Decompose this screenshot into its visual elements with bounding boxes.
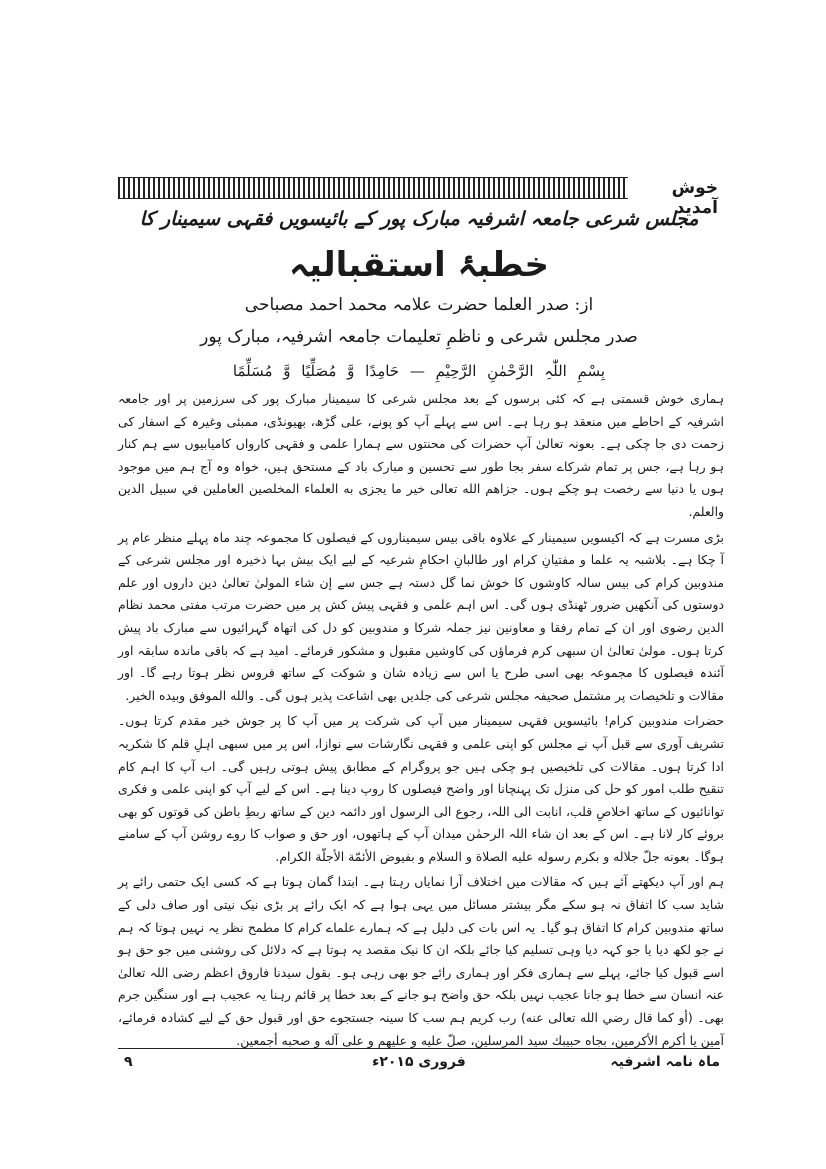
basmala: بِسْمِ اللّٰہِ الرَّحْمٰنِ الرَّحِیْمِ — حَامِدًا وَّ مُصَلِّیًا وَّ مُسَلِّمًا xyxy=(232,362,606,380)
article-title: خطبۂ استقبالیہ xyxy=(289,245,549,285)
issue-date: فروری ۲۰۱۵ء xyxy=(372,1054,466,1070)
hatched-rule xyxy=(118,177,628,199)
footer-divider xyxy=(118,1048,720,1049)
article-subtitle: مجلس شرعی جامعہ اشرفیہ مبارک پور کے بائیسویں فقہی سیمینار کا xyxy=(139,208,699,230)
section-header-bar xyxy=(118,178,720,218)
section-tag: خوش آمدید xyxy=(671,178,718,218)
body-paragraph: حضرات مندوبین کرام! بائیسویں فقہی سیمینار میں آپ کی شرکت پر میں آپ کا پر جوش خیر مقدم کرتا ہوں۔ تشریف آوری سے قبل آپ نے مجلس کو اپنی علمی و فقہی نگارشات سے نوازا، اس پر میں سبھی اہلِ قلم کا شکریہ ادا کرتا ہوں۔ مقالات کی تلخیصیں ہو چکی ہیں جو پروگرام کے مطابق پیش ہوتی رہیں گی۔ اب آپ کا اہم کام تنقیح طلب امور کو حل کی منزل تک پہنچانا اور واضح فیصلوں کا روپ دینا ہے۔ اس کے لیے آپ کو اپنی علمی و فکری توانائیوں کے ساتھ اخلاصِ قلب، انابت الی اللہ، رجوع الی الرسول اور دائمہ دین کے ساتھ ربطِ باطن کی قوتوں کو بھی بروئے کار لانا ہے۔ اس کے بعد ان شاء اللہ الرحمٰن میدان آپ کے ہاتھوں، اور حق و صواب کا روے روشن آپ کے سامنے ہوگا۔ بعونه جلّ جلاله و بكرم رسوله عليه الصلاة و السلام و بفيوض الأئمّة الأجلّة الكرام. xyxy=(118,713,724,864)
journal-name: ماہ نامہ اشرفیہ xyxy=(610,1054,720,1070)
author-line: از: صدر العلما حضرت علامہ محمد احمد مصباحی xyxy=(244,295,594,315)
body-paragraph: بڑی مسرت ہے کہ اکیسویں سیمینار کے علاوہ باقی بیس سیمیناروں کے فیصلوں کا مجموعہ چند ماہ پہلے منظر عام پر آ چکا ہے۔ بلاشبہ یہ علما و مفتیانِ کرام اور طالبانِ احکامِ شرعیہ کے لیے ایک بیش بہا ذخیرہ اور مجلس شرعی کے مندوبین کرام کی بیس سالہ کاوشوں کا خوش نما گل دستہ ہے جس سے إن شاء المولىٰ تعالیٰ دین داروں اور علم دوستوں کی آنکھیں ضرور ٹھنڈی ہوں گی۔ اس اہم علمی و فقہی پیش کش پر میں حضرت مرتب مفتی محمد نظام الدین رضوی اور ان کے تمام رفقا و معاونین نیز جملہ شرکا و مندوبین کو دل کی اتھاہ گہرائیوں سے مبارک باد پیش کرتا ہوں۔ مولیٰ تعالیٰ ان سبھی کرم فرماؤں کی کاوشیں مقبول و مشکور فرمائے۔ امید ہے کہ باقی ماندہ سابقہ اور آئندہ فیصلوں کا مجموعہ بھی اسی طرح یا اس سے زیادہ شان و شوکت کے ساتھ فروس نظر ہوتا رہے گا۔ اور مقالات و تلخیصات پر مشتمل صحیفہ مجلس شرعی کی جلدیں بھی اشاعت پذیر ہوں گی۔ والله الموفق وبيده الخير. xyxy=(118,529,724,703)
body-paragraph: ہماری خوش قسمتی ہے کہ کئی برسوں کے بعد مجلس شرعی کا سیمینار مبارک پور کی سرزمین پر اور جامعہ اشرفیہ کے احاطے میں منعقد ہو رہا ہے۔ اس سے پہلے آپ کو پونے، علی گڑھ، بھیونڈی، ممبئی وغیرہ کے اسفار کی زحمت دی جا چکی ہے۔ بعونہ تعالیٰ آپ حضرات کی محنتوں سے ہمارا علمی و فقہی کارواں کامیابیوں سے ہم کنار ہو رہا ہے، جس پر تمام شرکاے سفر بجا طور سے تحسین و مبارک باد کے مستحق ہیں، خواہ وہ آج ہم میں موجود ہوں یا دنیا سے رخصت ہو چکے ہوں۔ جزاهم الله تعالى خير ما يجزى به العلماء المخلصين العاملين في سبيل الدين والعلم. xyxy=(118,391,724,519)
page-footer xyxy=(118,1054,720,1078)
body-paragraph: ہم اور آپ دیکھتے آئے ہیں کہ مقالات میں اختلاف آرا نمایاں رہتا ہے۔ ابتدا گمان ہوتا ہے کہ کسی ایک حتمی رائے پر شاید سب کا اتفاق نہ ہو سکے مگر بیشتر مسائل میں یہی ہوا ہے کہ ایک رائے پر بڑی نیک نیتی اور صاف دلی کے ساتھ مندوبین کرام کا اتفاق ہو گیا۔ یہ اس بات کی دلیل ہے کہ ہمارے علماے کرام کا مطمح نظر یہ نہیں ہوتا کہ ہم نے جو لکھ دیا یا جو کہہ دیا وہی تسلیم کیا جائے بلکہ ان کا نیک مقصد یہ ہوتا ہے کہ دلائل کی روشنی میں جو حق ہو اسے قبول کیا جائے، پہلے سے ہماری فکر اور ہماری رائے جو بھی رہی ہو۔ بقول سیدنا فاروق اعظم رضی اللہ تعالیٰ عنہ انسان سے خطا ہو جانا عجیب نہیں بلکہ حق واضح ہو جانے کے بعد خطا پر قائم رہنا یہ عجیب ہے اور سنگین جرم بھی۔ (أو كما قال رضي الله تعالى عنه) رب کریم ہم سب کا سینہ جستجوے حق اور قبول حق کے لیے کشادہ فرمائے، آمین یا أكرم الأكرمين، بجاه حبيبك سيد المرسلين، صلّ عليه و عليهم و على آله و صحبه أجمعين. xyxy=(118,874,724,1048)
author-designation: صدر مجلس شرعی و ناظمِ تعلیمات جامعہ اشرفیہ، مبارک پور xyxy=(200,327,638,347)
page-number: ۹ xyxy=(124,1054,133,1070)
article-body xyxy=(118,388,724,1055)
